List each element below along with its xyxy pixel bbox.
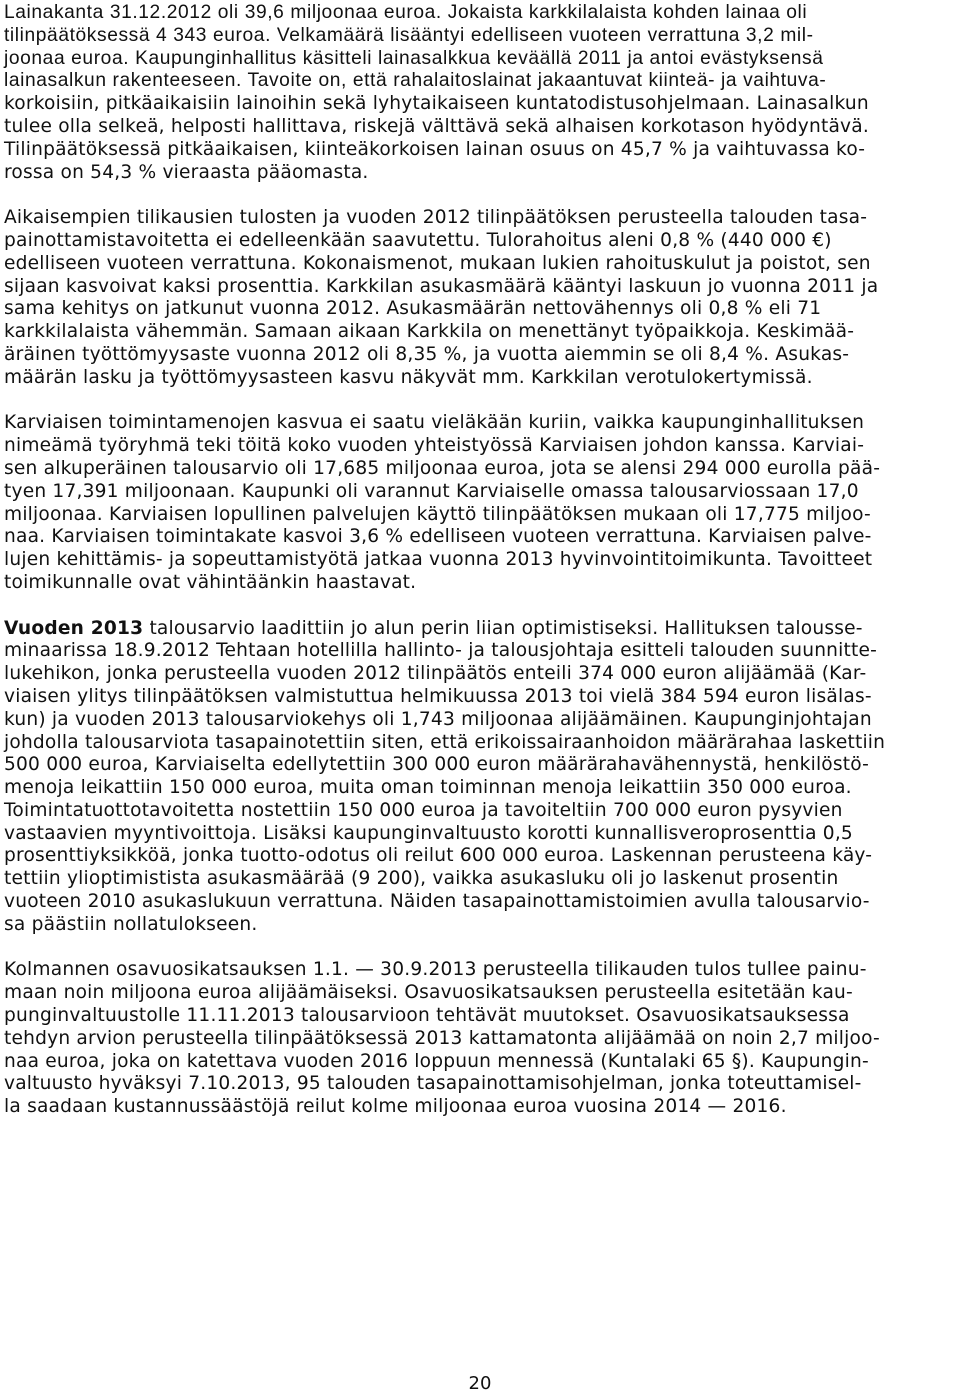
paragraph-lead-bold: Vuoden 2013 [4, 617, 144, 639]
paragraph-lainakanta [4, 2, 956, 184]
page-number: 20 [468, 1373, 492, 1394]
paragraph-body: talousarvio laadittiin jo alun perin liian optimistiseksi. Hallituksen talousse- minaarissa 18.9.2012 Tehtaan hotellilla hallinto- ja talousjohtaja esitteli talouden suunnitte- lukehikon, jonka perusteella vuoden 2012 tilinpäätös enteili 374 000 euron alijäämää (Kar- viaisen ylitys tilinpäätöksen valmistuttua helmikuussa 2013 toi vielä 384 594 euron lisälas- kun) ja vuoden 2013 talousarviokehys oli 1,743 miljoonaa alijäämäinen. Kaupunginjohtajan johdolla talousarviota tasapainotettiin siten, että erikoissairaanhoidon määrärahaa laskettiin 500 000 euroa, Karviaiselta edellytettiin 300 000 euron määrärahavähennystä, henkilöstö- menoja leikattiin 150 000 euroa, muita oman toiminnan menoja leikattiin 350 000 euroa. Toimintatuottotavoitetta nostettiin 150 000 euroa ja tavoiteltiin 700 000 euron pysyvien vastaavien myyntivoittoja. Lisäksi kaupunginvaltuusto korotti kunnallisveroprosenttia 0,5 prosenttiyksikköä, jonka tuotto-odotus oli reilut 600 000 euroa. Laskennan perusteena käy- tettiin ylioptimistista asukasmäärää (9 200), vaikka asukasluku oli jo laskenut prosentin vuoteen 2010 asukaslukuun verrattuna. Näiden tasapainottamistoimien avulla talousarvio- sa päästiin nollatulokseen. [4, 617, 886, 935]
paragraph-lainakanta-part-2: korkoisiin, pitkäaikaisiin lainoihin sekä lyhytaikaiseen kuntatodistusohjelmaan. Lainasalkun tulee olla selkeä, helposti hallittava, riskejä välttävä sekä alhaisen korkotason hyödyntävä. Tilinpäätöksessä pitkäaikaisen, kiinteäkorkoisen lainan osuus on 45,7 % ja vaihtuvassa ko- rossa on 54,3 % vieraasta pääomasta. [4, 93, 869, 183]
paragraph-gap [4, 937, 956, 960]
document-page [4, 2, 956, 1119]
paragraph-tilikausien-tulokset: Aikaisempien tilikausien tulosten ja vuoden 2012 tilinpäätöksen perusteella talouden tasa- painottamistavoitetta ei edelleenkään saavutettu. Tulorahoitus aleni 0,8 % (440 000 €) edelliseen vuoteen verrattuna. Kokonaismenot, mukaan lukien rahoituskulut ja poistot, sen sijaan kasvoivat kaksi prosenttia. Karkkilan asukasmäärä kääntyi laskuun jo vuonna 2011 ja sama kehitys on jatkunut vuonna 2012. Asukasmäärän nettovähennys oli 0,8 % eli 71 karkkilalaista vähemmän. Samaan aikaan Karkkila on menettänyt työpaikkoja. Keskimää- äräinen työttömyysaste vuonna 2012 oli 8,35 %, ja vuotta aiemmin se oli 8,4 %. Asukas- määrän lasku ja työttömyysasteen kasvu näkyvät mm. Karkkilan verotulokertymissä. [4, 207, 879, 388]
paragraph-karviainen: Karviaisen toimintamenojen kasvua ei saatu vieläkään kuriin, vaikka kaupunginhallituksen nimeämä työryhmä teki töitä koko vuoden yhteistyössä Karviaisen johdon kanssa. Karviai- sen alkuperäinen talousarvio oli 17,685 miljoonaa euroa, jota se alensi 294 000 eurolla pää- tyen 17,391 miljoonaan. Kaupunki oli varannut Karviaiselle omassa talousarviossaan 17,0 miljoonaa. Karviaisen lopullinen palvelujen käyttö tilinpäätöksen mukaan oli 17,775 miljoo- naa. Karviaisen toimintakate kasvoi 3,6 % edelliseen vuoteen verrattuna. Karviaisen palve- lujen kehittämis- ja sopeuttamistyötä jatkaa vuonna 2013 hyvinvointitoimikunta. Tavoitteet toimikunnalle ovat vähintäänkin haastavat. [4, 412, 881, 593]
paragraph-gap [4, 390, 956, 413]
paragraph-vuoden-2013-talousarvio [4, 618, 956, 937]
paragraph-gap [4, 595, 956, 618]
paragraph-osavuosikatsaus: Kolmannen osavuosikatsauksen 1.1. — 30.9.2013 perusteella tilikauden tulos tullee painu- maan noin miljoona euroa alijäämäiseksi. Osavuosikatsauksen perusteella esitetään kau- punginvaltuustolle 11.11.2013 talousarvioon tehtävät muutokset. Osavuosikatsauksessa tehdyn arvion perusteella tilinpäätöksessä 2013 kattamatonta alijäämää on noin 2,7 miljoo- naa euroa, joka on katettava vuoden 2016 loppuun mennessä (Kuntalaki 65 §). Kaupungin- valtuusto hyväksyi 7.10.2013, 95 talouden tasapainottamisohjelman, jonka toteuttamisel- la saadaan kustannussäästöjä reilut kolme miljoonaa euroa vuosina 2014 — 2016. [4, 959, 880, 1118]
paragraph-lainakanta-part-1: Lainakanta 31.12.2012 oli 39,6 miljoonaa euroa. Jokaista karkkilalaista kohden lainaa oli tilinpäätöksessä 4 343 euroa. Velkamäärä lisääntyi edelliseen vuoteen verrattuna 3,2 mil- joonaa euroa. Kaupunginhallitus käsitteli lainasalkkua keväällä 2011 ja antoi evästyksensä lainasalkun rakenteeseen. Tavoite on, että rahalaitoslainat jakaantuvat kiinteä- ja vaihtuva- [4, 2, 827, 92]
paragraph-gap [4, 184, 956, 207]
